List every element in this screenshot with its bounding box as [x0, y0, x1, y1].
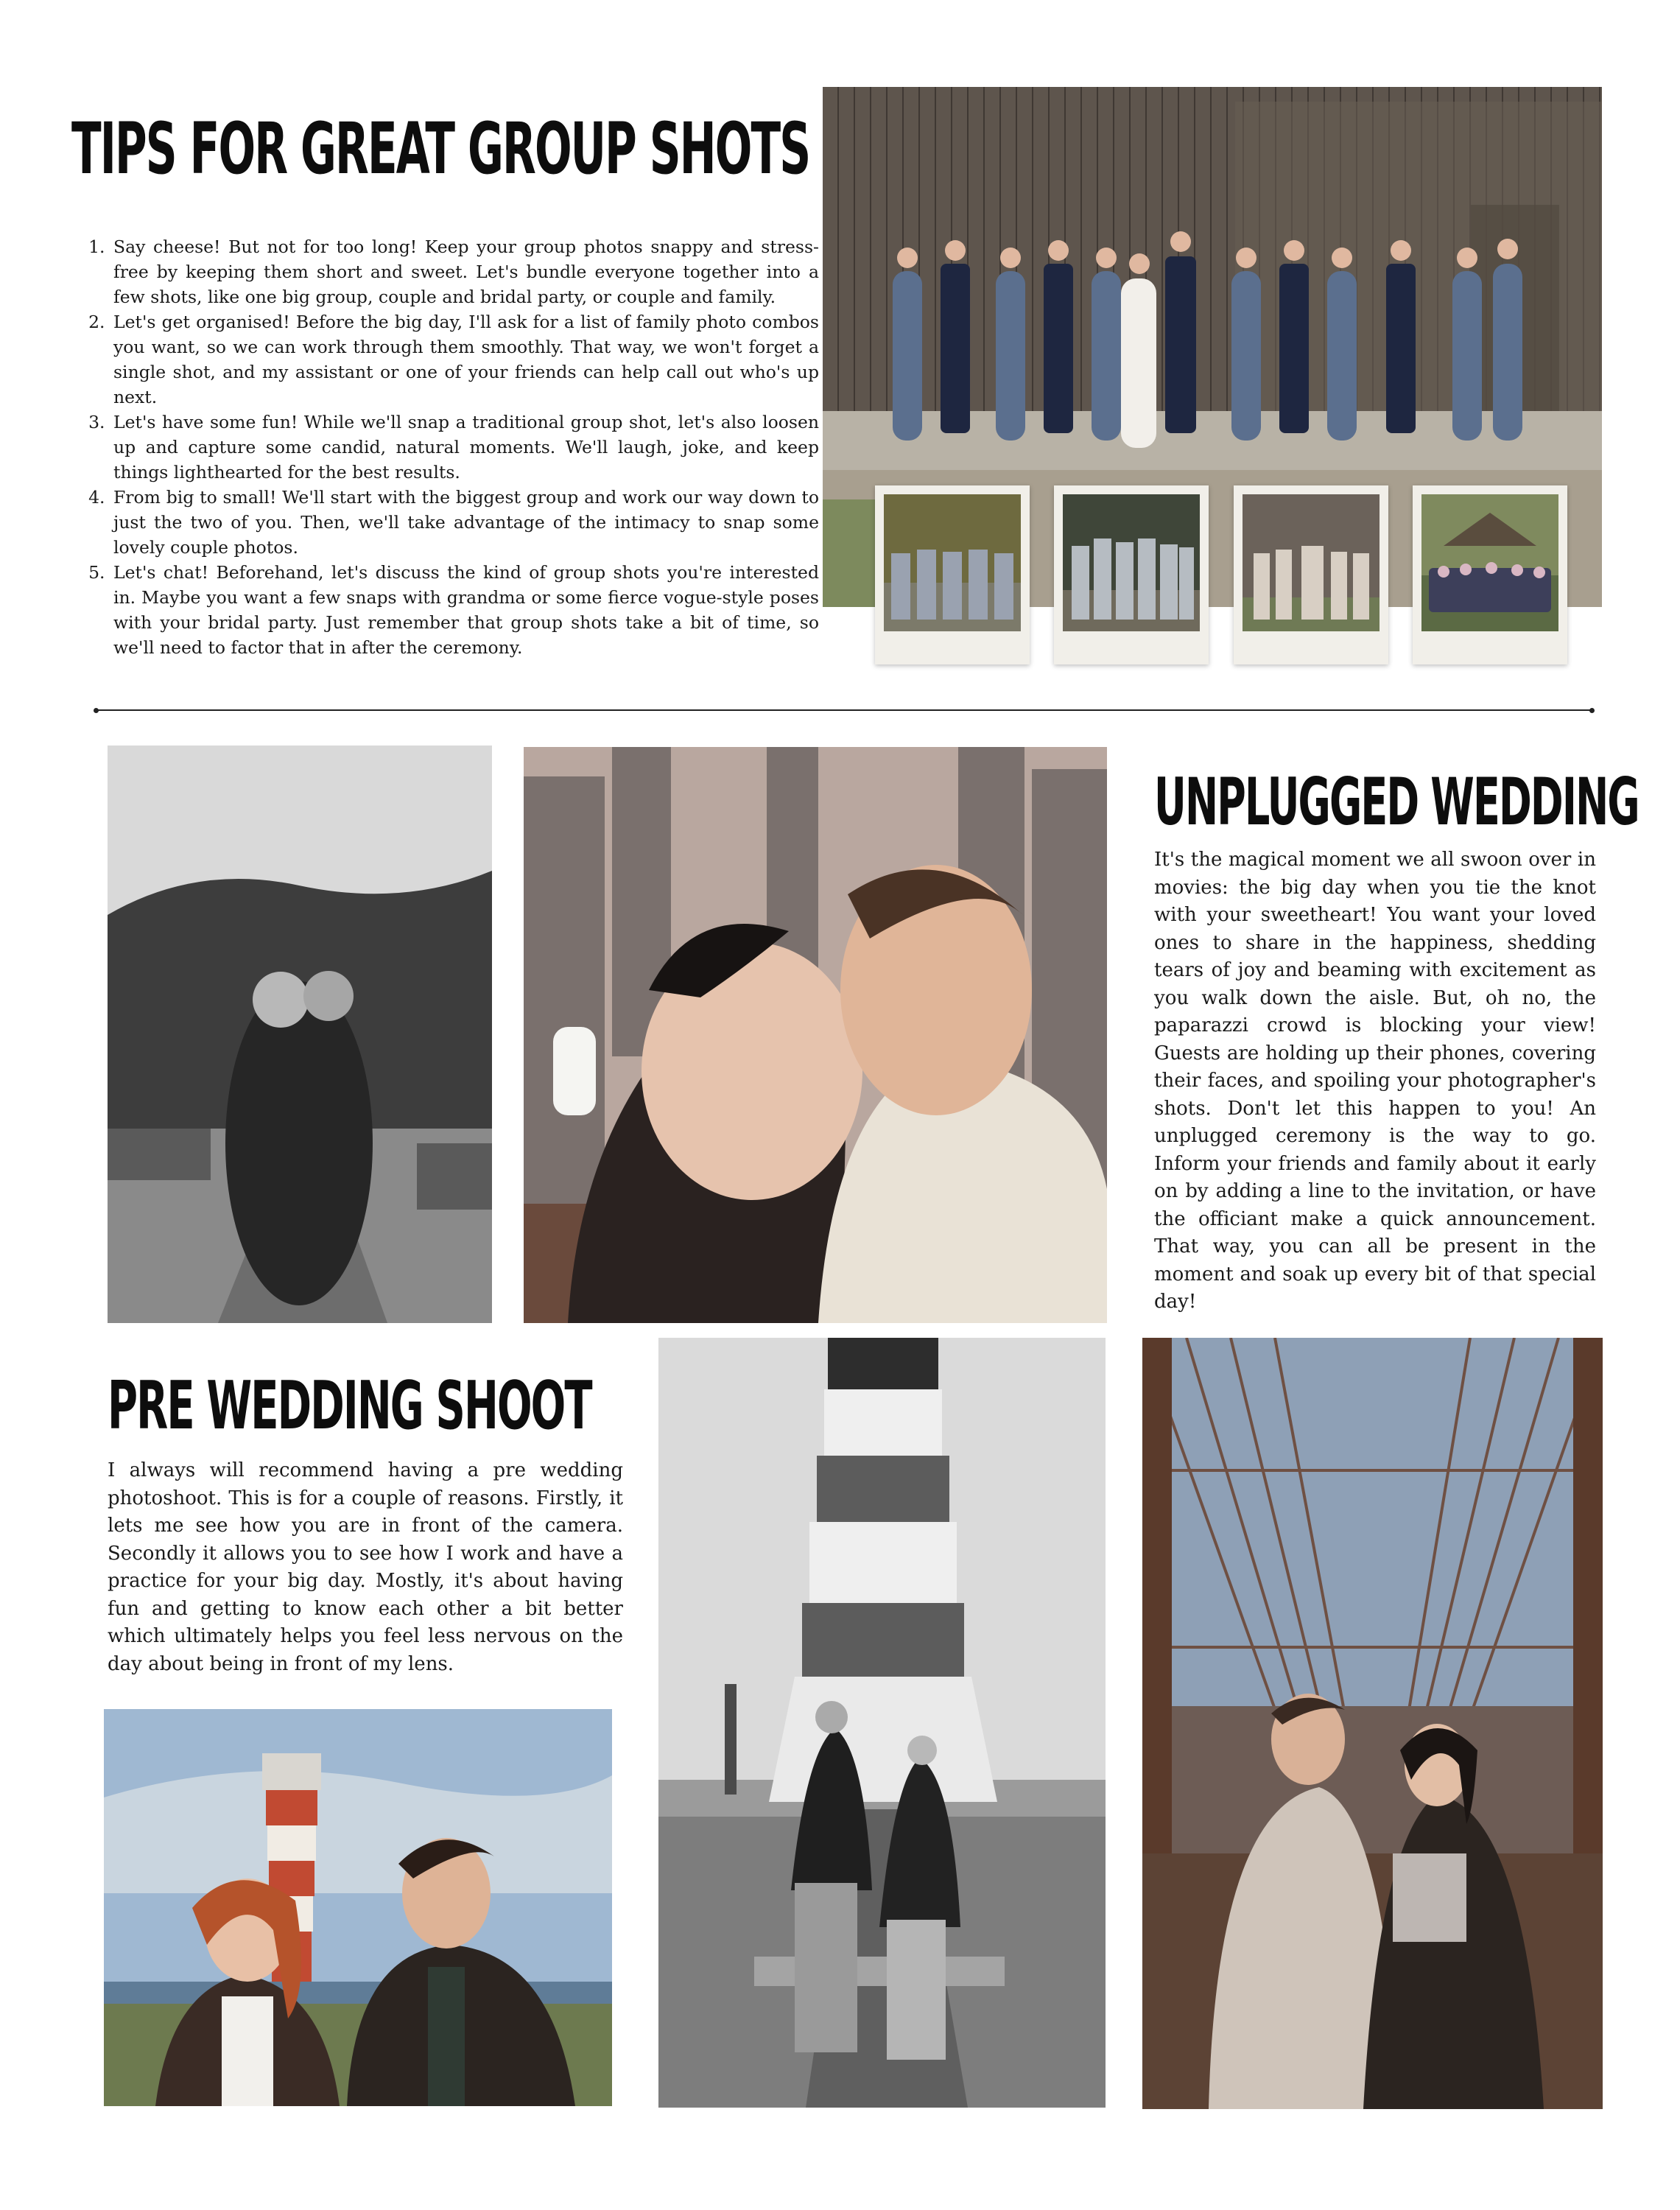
tip-item: 2. Let's get organised! Before the big day, I'll ask for a list of family photo combos you want, so we can work through them smoothly. That way, we won't forget a single shot, and my assistant or one of your friends can help call out who's up next. [110, 309, 819, 410]
unplugged-wedding-text: It's the magical moment we all swoon over in movies: the big day when you tie the knot with your sweetheart! You want your loved ones to share in the happiness, shedding tears of joy and beaming with excitement as you walk down the aisle. But, oh no, the paparazzi crowd is blocking your view! Guests are holding up their phones, covering their faces, and spoiling your photographer's shots. Don't let this happen to you! An unplugged ceremony is the way to go. Inform your friends and family about it early on by adding a line to the invitation, or have the officiant make a quick announcement. That way, you can all be present in the moment and soak up every bit of that special day! [1154, 849, 1596, 1313]
bw-couple-embrace-photo [108, 746, 492, 1323]
bridge-couple-photo [1142, 1338, 1603, 2109]
pre-wedding-title: PRE WEDDING SHOOT [108, 1367, 591, 1445]
polaroid-gazebo-guests [1413, 485, 1567, 664]
polaroid-bridal-party [1054, 485, 1209, 664]
tip-item: 5. Let's chat! Beforehand, let's discuss the kind of group shots you're interested in. Maybe you want a few snaps with grandma or some fierce vogue-style poses with your bridal party. Just remember that group shots take a bit of time, so we'll need to factor that in after the ceremony. [110, 560, 819, 660]
pre-wedding-text: I always will recommend having a pre wedding photoshoot. This is for a couple of reasons. Firstly, it lets me see how you are in front of the camera. Secondly it allows you to see how I work and have a practice for your big day. Mostly, it's about having fun and getting to know each other a bit better which ultimately helps you feel less nervous on the day about being in front of my lens. [108, 1459, 623, 1675]
divider-dot-right [1589, 708, 1595, 713]
tip-item: 1. Say cheese! But not for too long! Keep your group photos snappy and stress-free by keeping them short and sweet. Let's bundle everyone together into a few shots, like one big group, couple and bridal party, or couple and family. [110, 234, 819, 309]
polaroid-groomsmen [875, 485, 1030, 664]
group-shots-tips-list [80, 234, 819, 660]
lighthouse-couple-color-photo [104, 1709, 612, 2106]
tip-item: 3. Let's have some fun! While we'll snap a traditional group shot, let's also loosen up and capture some candid, natural moments. We'll laugh, joke, and keep things lighthearted for the best results. [110, 410, 819, 485]
bw-lighthouse-couple-photo [658, 1338, 1106, 2108]
city-couple-closeup-photo [524, 747, 1107, 1323]
section-divider [96, 709, 1592, 711]
tip-item: 4. From big to small! We'll start with the biggest group and work our way down to just the two of you. Then, we'll take advantage of the intimacy to snap some lovely couple photos. [110, 485, 819, 560]
unplugged-wedding-title: UNPLUGGED WEDDING [1154, 764, 1639, 840]
polaroid-family-group [1234, 485, 1388, 664]
group-shots-title: TIPS FOR GREAT GROUP SHOTS [71, 108, 810, 190]
